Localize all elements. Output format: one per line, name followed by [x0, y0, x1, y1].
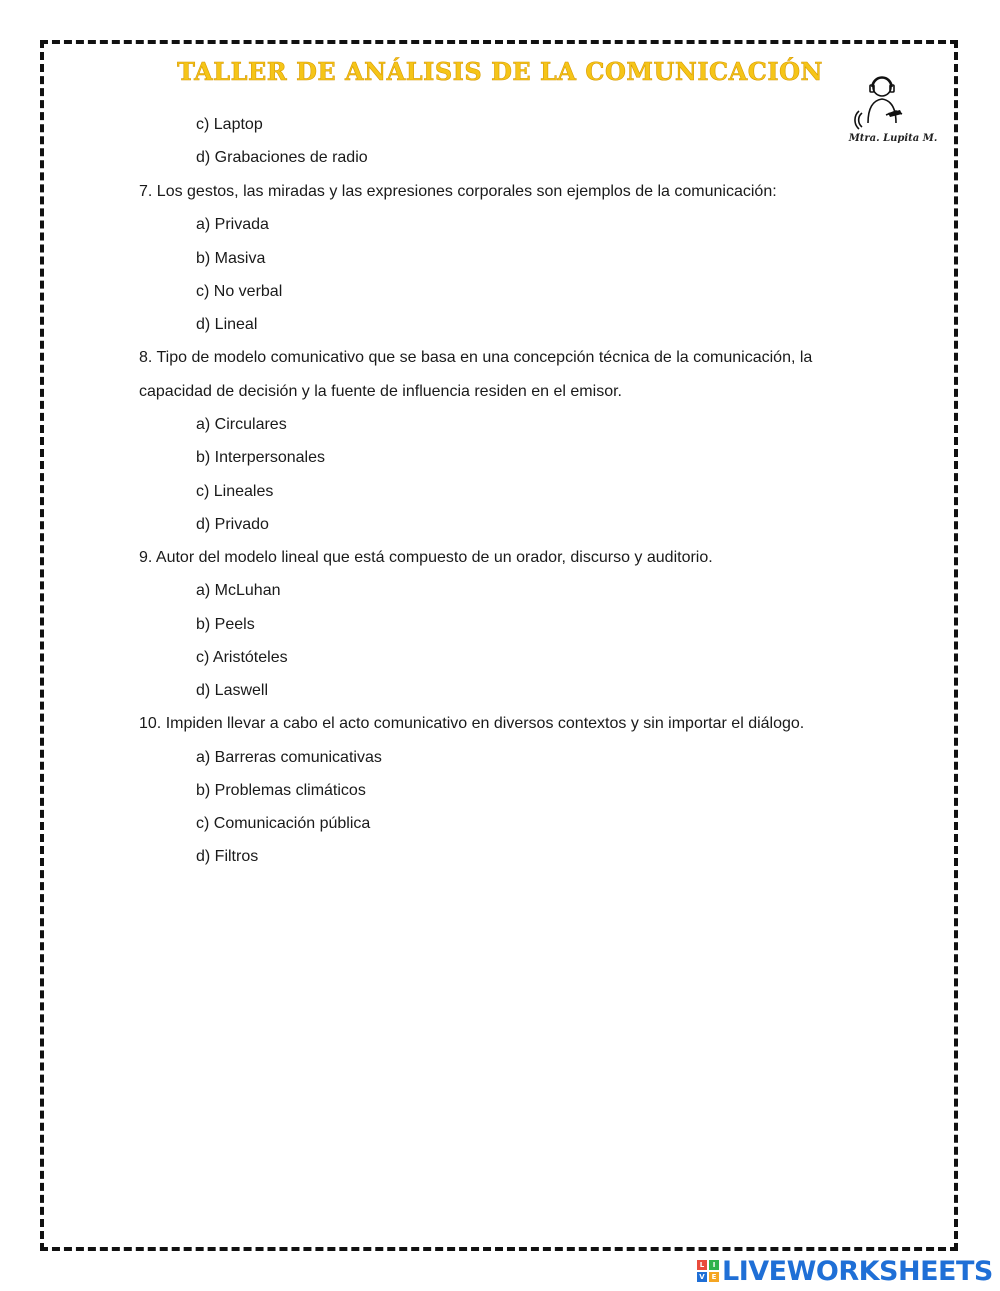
option-c-prev[interactable]: c) Laptop	[196, 116, 263, 133]
brand-blocks-icon	[697, 1260, 719, 1282]
brand-text: LIVEWORKSHEETS	[722, 1255, 993, 1287]
dashed-page-border	[40, 40, 958, 1251]
q10-option-c[interactable]: c) Comunicación pública	[196, 815, 371, 832]
q7-option-a[interactable]: a) Privada	[196, 216, 269, 233]
brand-block-i: I	[709, 1260, 719, 1270]
q8-option-a[interactable]: a) Circulares	[196, 416, 287, 433]
q10-option-d[interactable]: d) Filtros	[196, 848, 259, 865]
q9-option-a[interactable]: a) McLuhan	[196, 582, 281, 599]
q8-option-d[interactable]: d) Privado	[196, 516, 269, 533]
question-10-text: 10. Impiden llevar a cabo el acto comunicativo en diversos contextos y sin importar el diálogo.	[139, 715, 805, 732]
brand-block-e: E	[709, 1272, 719, 1282]
q9-option-c[interactable]: c) Aristóteles	[196, 649, 288, 666]
q9-option-d[interactable]: d) Laswell	[196, 682, 269, 699]
brand-block-l: L	[697, 1260, 707, 1270]
teacher-signature: Mtra. Lupita M.	[848, 133, 938, 144]
q7-option-b[interactable]: b) Masiva	[196, 250, 266, 267]
q10-option-a[interactable]: a) Barreras comunicativas	[196, 749, 382, 766]
q7-option-d[interactable]: d) Lineal	[196, 316, 258, 333]
liveworksheets-brand	[697, 1254, 993, 1288]
question-8-text-line1: 8. Tipo de modelo comunicativo que se basa en una concepción técnica de la comunicación, la	[139, 349, 813, 366]
brand-block-v: V	[697, 1272, 707, 1282]
option-d-prev[interactable]: d) Grabaciones de radio	[196, 149, 368, 166]
worksheet-title: TALLER DE ANÁLISIS DE LA COMUNICACIÓN	[177, 57, 823, 86]
q10-option-b[interactable]: b) Problemas climáticos	[196, 782, 366, 799]
question-8-text-line2: capacidad de decisión y la fuente de influencia residen en el emisor.	[139, 383, 622, 400]
q8-option-c[interactable]: c) Lineales	[196, 483, 274, 500]
question-7-text: 7. Los gestos, las miradas y las expresiones corporales son ejemplos de la comunicación:	[139, 183, 777, 200]
q9-option-b[interactable]: b) Peels	[196, 616, 255, 633]
q8-option-b[interactable]: b) Interpersonales	[196, 449, 325, 466]
q7-option-c[interactable]: c) No verbal	[196, 283, 283, 300]
question-9-text: 9. Autor del modelo lineal que está compuesto de un orador, discurso y auditorio.	[139, 549, 713, 566]
